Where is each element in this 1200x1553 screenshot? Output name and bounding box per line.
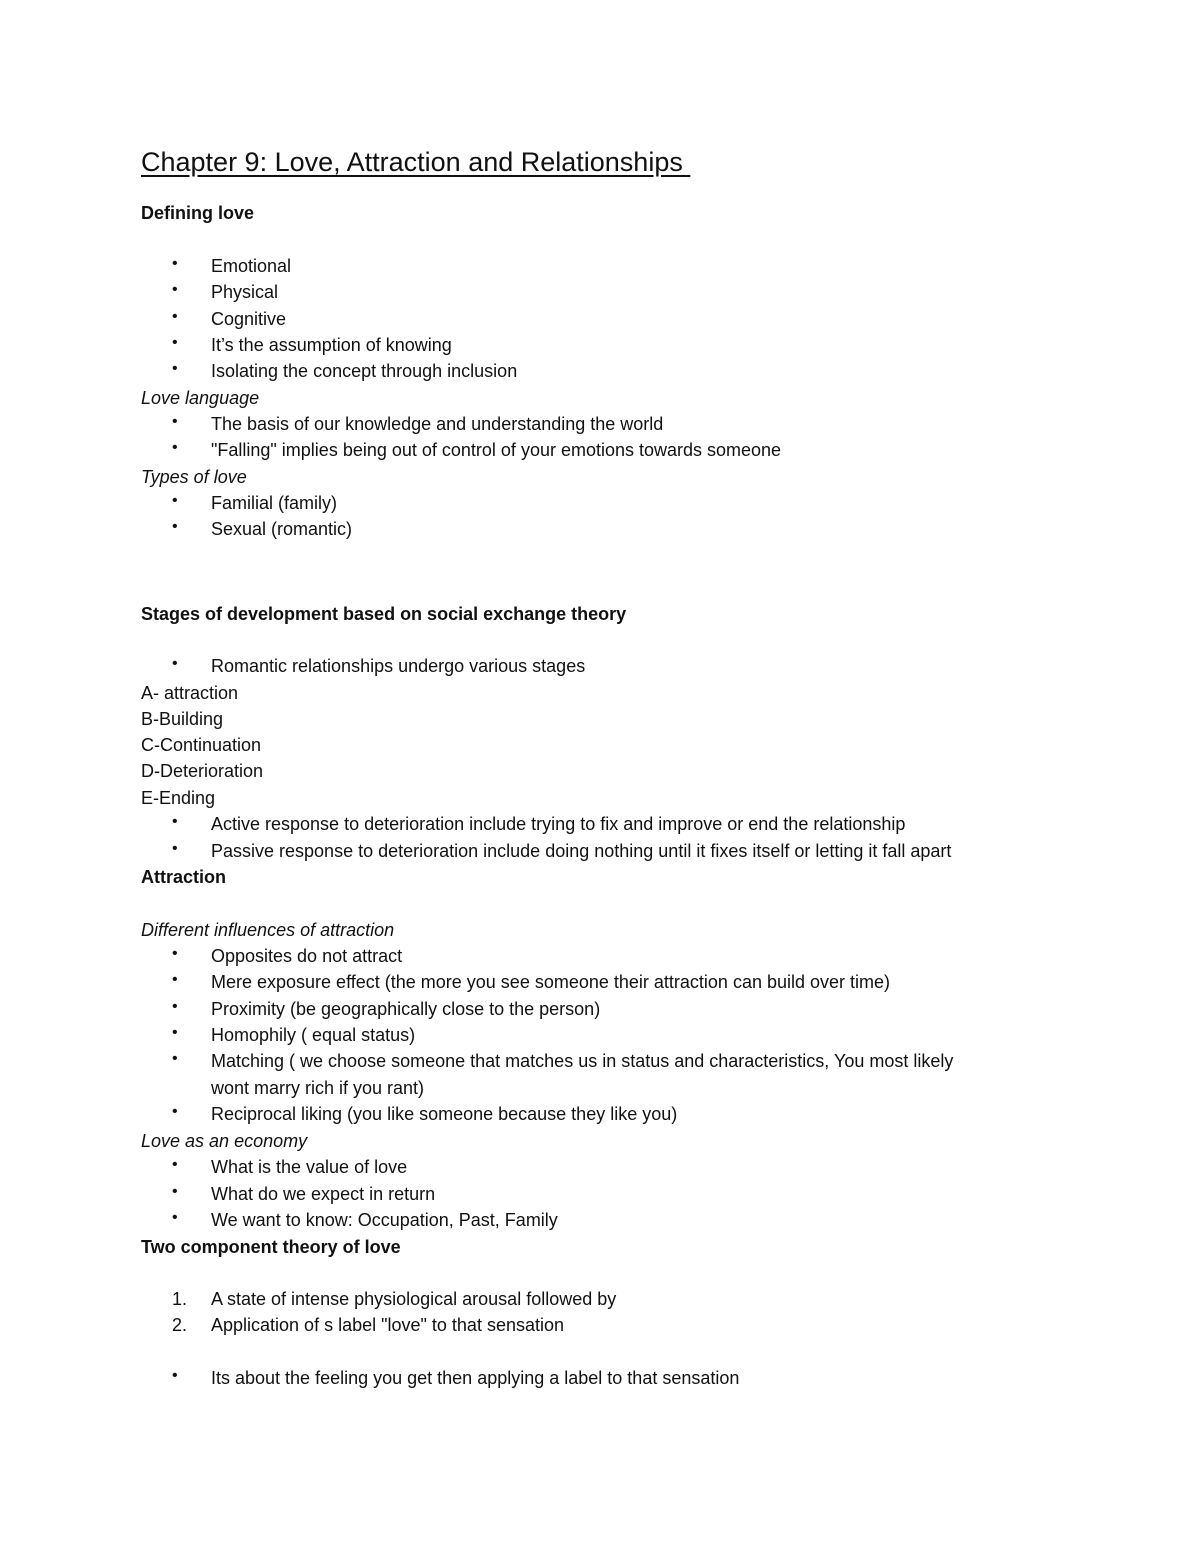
stage-line: D-Deterioration [141, 761, 264, 781]
bullet-icon [172, 996, 184, 1020]
list-item: Emotional [211, 256, 292, 276]
subheading-love-language: Love language [141, 388, 260, 408]
list-item: Matching ( we choose someone that matches us in status and characteristics, You most likely [211, 1051, 954, 1071]
bullet-icon [172, 490, 184, 514]
list-item: Its about the feeling you get then applying a label to that sensation [211, 1368, 740, 1388]
subheading-types-of-love: Types of love [141, 467, 247, 487]
bullet-icon [172, 253, 184, 277]
list-item: What do we expect in return [211, 1184, 436, 1204]
list-item: What is the value of love [211, 1157, 408, 1177]
stage-line: B-Building [141, 709, 224, 729]
list-item: Opposites do not attract [211, 946, 403, 966]
bullet-icon [172, 516, 184, 540]
list-number: 2. [172, 1315, 188, 1335]
list-item: Physical [211, 282, 279, 302]
page-title: Chapter 9: Love, Attraction and Relationships [141, 147, 691, 177]
list-number: 1. [172, 1289, 188, 1309]
section-heading-attraction: Attraction [141, 867, 226, 887]
bullet-icon [172, 358, 184, 382]
bullet-icon [172, 1207, 184, 1231]
subheading-influences: Different influences of attraction [141, 920, 395, 940]
list-item: Isolating the concept through inclusion [211, 361, 518, 381]
stage-line: A- attraction [141, 683, 239, 703]
list-item: Active response to deterioration include trying to fix and improve or end the relationship [211, 814, 906, 834]
bullet-icon [172, 1101, 184, 1125]
section-heading-defining-love: Defining love [141, 203, 255, 223]
numbered-item: Application of s label "love" to that sensation [211, 1315, 564, 1335]
bullet-icon [172, 943, 184, 967]
list-item: "Falling" implies being out of control of your emotions towards someone [211, 440, 782, 460]
list-item: It’s the assumption of knowing [211, 335, 452, 355]
stage-line: C-Continuation [141, 735, 262, 755]
bullet-icon [172, 969, 184, 993]
stage-line: E-Ending [141, 788, 216, 808]
bullet-icon [172, 1022, 184, 1046]
bullet-icon [172, 411, 184, 435]
list-item: Familial (family) [211, 493, 337, 513]
list-item: Proximity (be geographically close to the person) [211, 999, 601, 1019]
bullet-icon [172, 1365, 184, 1389]
bullet-icon [172, 811, 184, 835]
list-item: The basis of our knowledge and understanding the world [211, 414, 664, 434]
section-heading-stages: Stages of development based on social exchange theory [141, 604, 627, 624]
bullet-icon [172, 653, 184, 677]
section-heading-two-component: Two component theory of love [141, 1237, 401, 1257]
list-item: Passive response to deterioration include doing nothing until it fixes itself or letting it fall apart [211, 841, 952, 861]
bullet-icon [172, 306, 184, 330]
bullet-icon [172, 279, 184, 303]
bullet-icon [172, 1181, 184, 1205]
bullet-icon [172, 1154, 184, 1178]
list-item: Reciprocal liking (you like someone because they like you) [211, 1104, 678, 1124]
list-item: Sexual (romantic) [211, 519, 353, 539]
bullet-icon [172, 437, 184, 461]
bullet-icon [172, 332, 184, 356]
bullet-icon [172, 1048, 184, 1072]
list-item: Cognitive [211, 309, 287, 329]
subheading-love-economy: Love as an economy [141, 1131, 308, 1151]
list-item: Mere exposure effect (the more you see someone their attraction can build over time) [211, 972, 891, 992]
list-item: Romantic relationships undergo various stages [211, 656, 586, 676]
list-item-continuation: wont marry rich if you rant) [211, 1078, 425, 1098]
numbered-item: A state of intense physiological arousal followed by [211, 1289, 617, 1309]
bullet-icon [172, 838, 184, 862]
list-item: We want to know: Occupation, Past, Family [211, 1210, 558, 1230]
list-item: Homophily ( equal status) [211, 1025, 416, 1045]
